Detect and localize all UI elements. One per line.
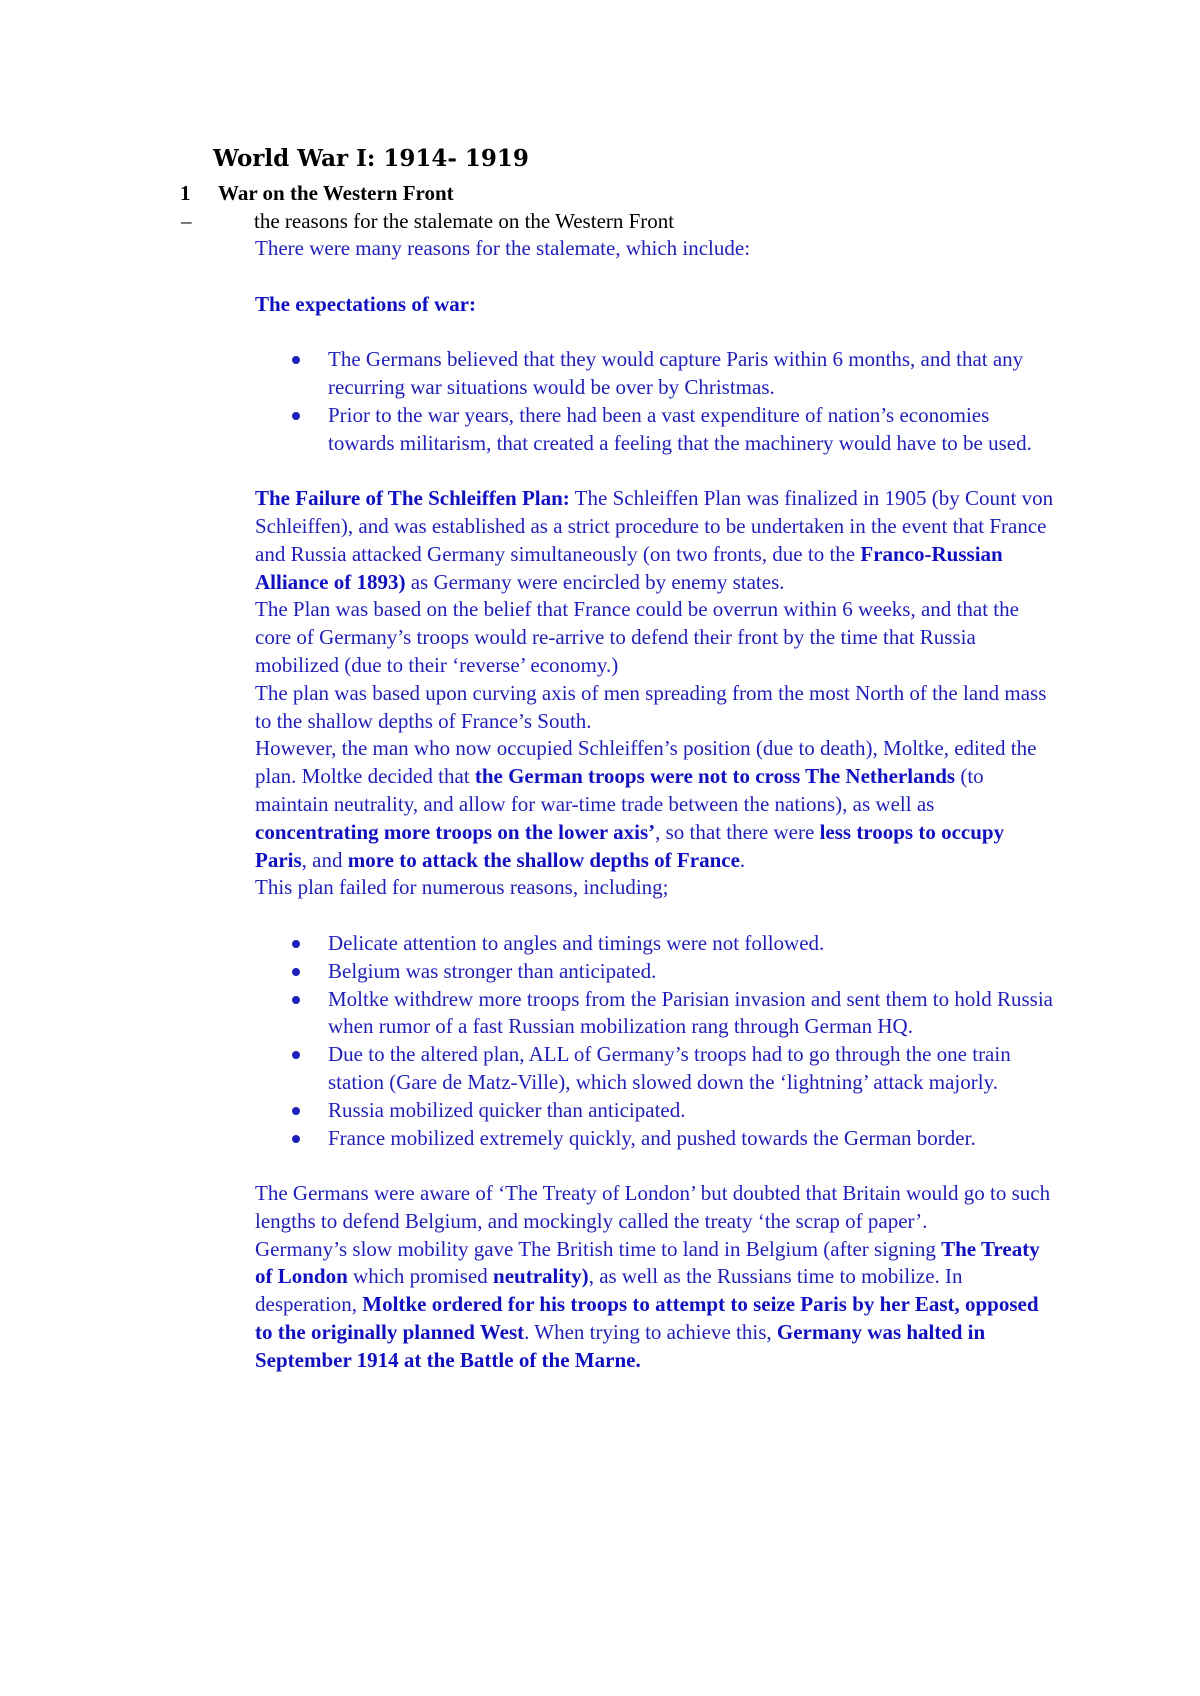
list-item: Delicate attention to angles and timings were not followed. [328,930,1055,958]
document-title: World War I: 1914- 1919 [213,145,529,172]
document-body [255,235,1055,1375]
dash-marker: – [181,209,192,233]
list-item: Prior to the war years, there had been a vast expenditure of nation’s economies towards militarism, that created a feeling that the machinery would have to be used. [328,402,1055,458]
treaty-paragraph: The Germans were aware of ‘The Treaty of London’ but doubted that Britain would go to such lengths to defend Belgium, and mockingly called the treaty ‘the scrap of paper’. [255,1181,1051,1233]
failure-reasons-list [255,930,1055,1152]
list-item: Russia mobilized quicker than anticipated. [328,1097,1055,1125]
section-title: War on the Western Front [218,181,454,205]
plan-belief-paragraph: The Plan was based on the belief that France could be overrun within 6 weeks, and that the core of Germany’s troops would re-arrive to defend their front by the time that Russia mobilized (due to their ‘reverse’ economy.) [255,597,1019,677]
moltke-paragraph: However, the man who now occupied Schleiffen’s position (due to death), Moltke, edited the plan. Moltke decided that the German troops were not to cross The Netherlands (to maintain neutrality, and allow for war-time trade between the nations), as well as concentrating more troops on the lower axis’, so that there were less troops to occupy Paris, and more to attack the shallow depths of France. [255,736,1037,872]
list-item: Moltke withdrew more troops from the Parisian invasion and sent them to hold Russia when rumor of a fast Russian mobilization rang through German HQ. [328,986,1055,1042]
expectations-heading: The expectations of war: [255,291,477,316]
intro-paragraph: There were many reasons for the stalemate, which include: [255,236,751,260]
dash-list-item [181,207,674,235]
plan-axis-paragraph: The plan was based upon curving axis of men spreading from the most North of the land mass to the shallow depths of France’s South. [255,680,1047,733]
list-item: The Germans believed that they would capture Paris within 6 months, and that any recurring war situations would be over by Christmas. [328,346,1055,402]
list-item: Belgium was stronger than anticipated. [328,958,1055,986]
schlieffen-paragraph: The Failure of The Schleiffen Plan: The Schleiffen Plan was finalized in 1905 (by Count von Schleiffen), and was established as a strict procedure to be undertaken in the event that France and Russia attacked Germany simultaneously (on two fronts, due to the Franco-Russian Alliance of 1893) as Germany were encircled by enemy states. [255,486,1054,594]
list-item: France mobilized extremely quickly, and pushed towards the German border. [328,1125,1055,1153]
list-item: Due to the altered plan, ALL of Germany’s troops had to go through the one train station (Gare de Matz-Ville), which slowed down the ‘lightning’ attack majorly. [328,1041,1055,1097]
section-heading [180,179,454,207]
section-number: 1 [180,181,191,205]
plan-failed-paragraph: This plan failed for numerous reasons, including; [255,875,669,900]
dash-item-text: the reasons for the stalemate on the Western Front [254,209,675,233]
schlieffen-heading: The Failure of The Schleiffen Plan: [255,486,570,511]
marne-paragraph: Germany’s slow mobility gave The British time to land in Belgium (after signing The Treaty of London which promised neutrality), as well as the Russians time to mobilize. In desperation, Moltke ordered for his troops to attempt to seize Paris by her East, opposed to the originally planned West. When trying to achieve this, Germany was halted in September 1914 at the Battle of the Marne. [255,1236,1040,1372]
expectations-list [255,346,1055,457]
